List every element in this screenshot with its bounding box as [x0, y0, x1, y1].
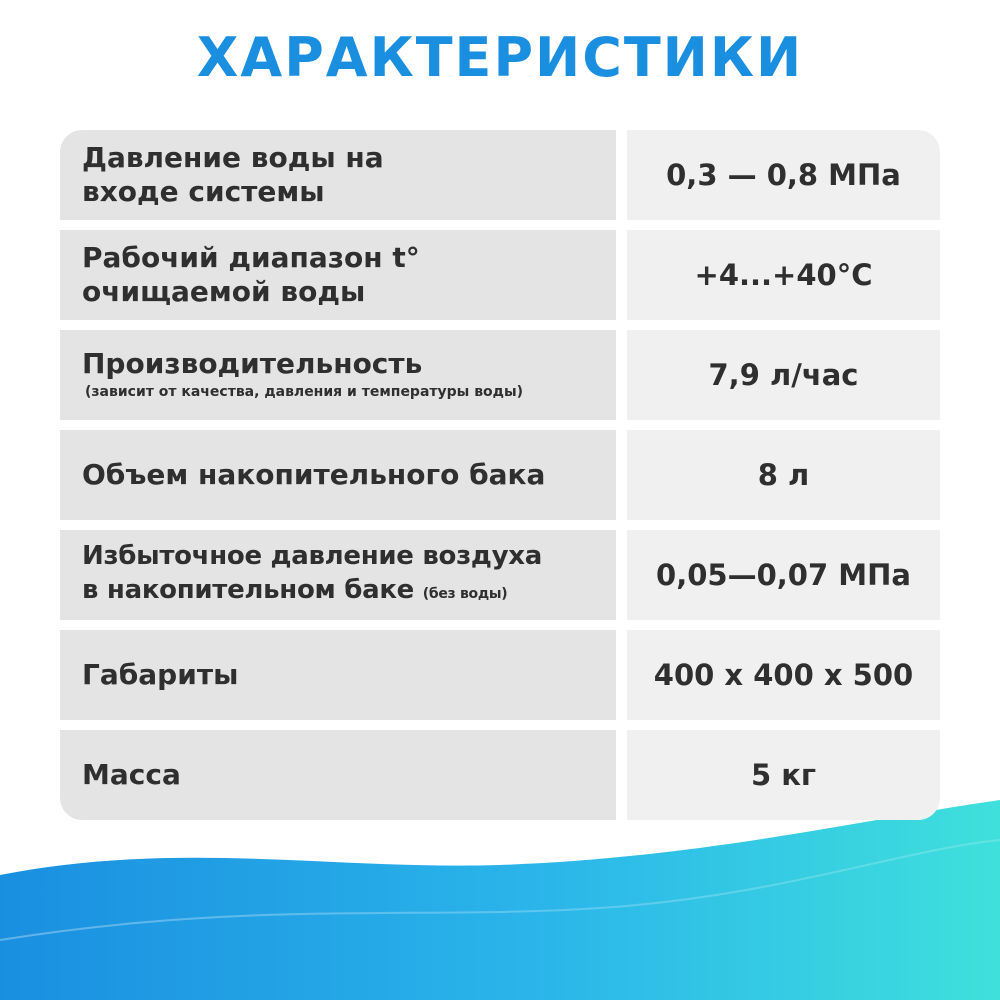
spec-label-cell [60, 330, 616, 420]
spec-row-air-pressure [60, 530, 940, 620]
spec-value-cell [627, 430, 940, 520]
spec-label-line [82, 573, 616, 611]
spec-row-dimensions [60, 630, 940, 720]
spec-value-cell [627, 230, 940, 320]
spec-value: 5 кг [750, 758, 817, 792]
spec-row-weight [60, 730, 940, 820]
spec-label-cell [60, 130, 616, 220]
spec-label: Избыточное давление воздуха [82, 541, 542, 571]
spec-value: +4...+40°С [694, 258, 873, 292]
spec-value-cell [627, 630, 940, 720]
spec-value: 7,9 л/час [708, 358, 859, 392]
spec-row-tank-volume [60, 430, 940, 520]
spec-row-water-pressure [60, 130, 940, 220]
spec-value: 0,3 — 0,8 МПа [666, 158, 901, 192]
specs-table [60, 130, 940, 820]
spec-note: (зависит от качества, давления и температуры воды) [85, 384, 524, 400]
spec-value: 400 x 400 x 500 [653, 658, 914, 692]
spec-label: Габариты [82, 658, 239, 691]
spec-value-cell [627, 530, 940, 620]
spec-label: Производительность [82, 347, 423, 380]
spec-value-cell [627, 330, 940, 420]
spec-label-cell [60, 630, 616, 720]
spec-label: Масса [82, 758, 181, 791]
spec-value: 0,05—0,07 МПа [656, 558, 911, 592]
spec-label: входе системы [82, 175, 325, 208]
spec-label-cell [60, 430, 616, 520]
spec-label-cell [60, 230, 616, 320]
spec-note: (без воды) [422, 586, 508, 602]
spec-row-temperature-range [60, 230, 940, 320]
spec-label-cell [60, 730, 616, 820]
spec-value-cell [627, 130, 940, 220]
spec-label: Рабочий диапазон t° [82, 241, 420, 274]
spec-value: 8 л [757, 458, 810, 492]
page-title: ХАРАКТЕРИСТИКИ [196, 26, 804, 89]
spec-label: Давление воды на [82, 141, 384, 174]
spec-label-cell [60, 530, 616, 620]
spec-label: Объем накопительного бака [82, 458, 546, 491]
spec-label: в накопительном баке [82, 575, 415, 605]
spec-label: очищаемой воды [82, 275, 366, 308]
spec-value-cell [627, 730, 940, 820]
spec-row-capacity [60, 330, 940, 420]
